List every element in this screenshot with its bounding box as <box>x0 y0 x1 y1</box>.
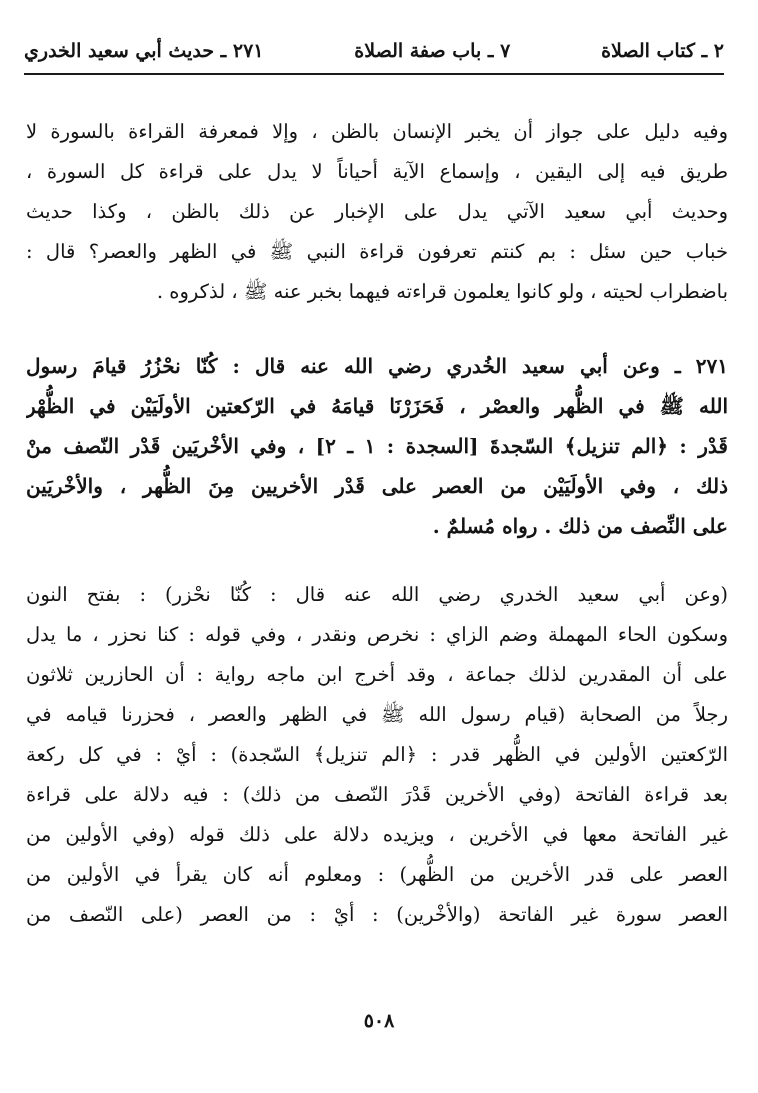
text-line: خباب حين سئل : بم كنتم تعرفون قراءة النبي ﷺ في الظهر والعصر؟ قال : <box>26 240 728 263</box>
text-line: غير الفاتحة معها في الأخرين ، ويزيده دلالة على ذلك قوله (وفي الأولين من <box>26 823 728 846</box>
header-divider <box>24 73 724 75</box>
text-line: وفيه دليل على جواز أن يخبر الإنسان بالظن ، وإلا فمعرفة القراءة بالسورة لا <box>26 120 728 143</box>
text-line: الرّكعتين الأولين في الظُّهر قدر : ﴿الم تنزيل﴾ السّجدة) : أيْ : في كل ركعة <box>26 743 728 766</box>
hadith-line: ٢٧١ ـ وعن أبي سعيد الخُدري رضي الله عنه قال : كُنّا نحْزُرُ قيامَ رسول <box>26 354 728 378</box>
text-line: طريق فيه إلى اليقين ، وإسماع الآية أحياناً لا يدل على قراءة كل السورة ، <box>26 160 728 183</box>
text-line: وسكون الحاء المهملة وضم الزاي : نخرص ونقدر ، وفي قوله : كنا نحزر ، ما يدل <box>26 623 728 646</box>
text-line: وحديث أبي سعيد الآتي يدل على الإخبار عن ذلك بالظن ، وكذا حديث <box>26 200 728 223</box>
text-line: العصر سورة غير الفاتحة (والأخْرين) : أيْ : من العصر (على النّصف من <box>26 903 728 926</box>
running-header <box>24 34 724 68</box>
hadith-text <box>26 346 728 546</box>
text-line: (وعن أبي سعيد الخدري رضي الله عنه قال : كُنّا نحْزر) : بفتح النون <box>26 583 728 606</box>
text-line: رجلاً من الصحابة (قيام رسول الله ﷺ في الظهر والعصر ، فحزرنا قيامه في <box>26 703 728 726</box>
hadith-line: قَدْر : ﴿الم تنزيل﴾ السّجدةَ [السجدة : ١ ـ ٢] ، وفي الأخْريَين قَدْر النّصف منْ <box>26 434 728 458</box>
hadith-line: ذلك ، وفي الأولَيَيْن من العصر على قَدْر الأخريين مِنَ الظُّهر ، والأخْريَين <box>26 474 728 498</box>
text-line: باضطراب لحيته ، ولو كانوا يعلمون قراءته فيهما بخبر عنه ﷺ ، لذكروه . <box>156 280 728 303</box>
hadith-line: الله ﷺ في الظُّهر والعصْر ، فَحَزَرْنَا قيامَهُ في الرّكعتين الأولَيَيْن في الظُّهْر <box>26 394 728 418</box>
header-book-title: ٢ ـ كتاب الصلاة <box>601 40 724 62</box>
header-chapter-title: ٧ ـ باب صفة الصلاة <box>354 40 511 62</box>
text-line: على أن المقدرين لذلك جماعة ، وقد أخرج ابن ماجه رواية : أن الحازرين ثلاثون <box>26 663 728 686</box>
commentary-paragraph <box>26 575 728 935</box>
text-line: بعد قراءة الفاتحة (وفي الأخرين قَدْرَ النّصف من ذلك) : فيه دلالة على قراءة <box>26 783 728 806</box>
page-number: ٥٠٨ <box>363 1010 395 1032</box>
text-line: العصر على قدر الأخرين من الظُّهر) : ومعلوم أنه كان يقرأ في الأولين من <box>26 863 728 886</box>
header-hadith-title: ٢٧١ ـ حديث أبي سعيد الخدري <box>24 40 264 62</box>
intro-paragraph <box>26 112 728 312</box>
hadith-line: على النِّصف من ذلك . رواه مُسلمٌ . <box>432 514 728 538</box>
